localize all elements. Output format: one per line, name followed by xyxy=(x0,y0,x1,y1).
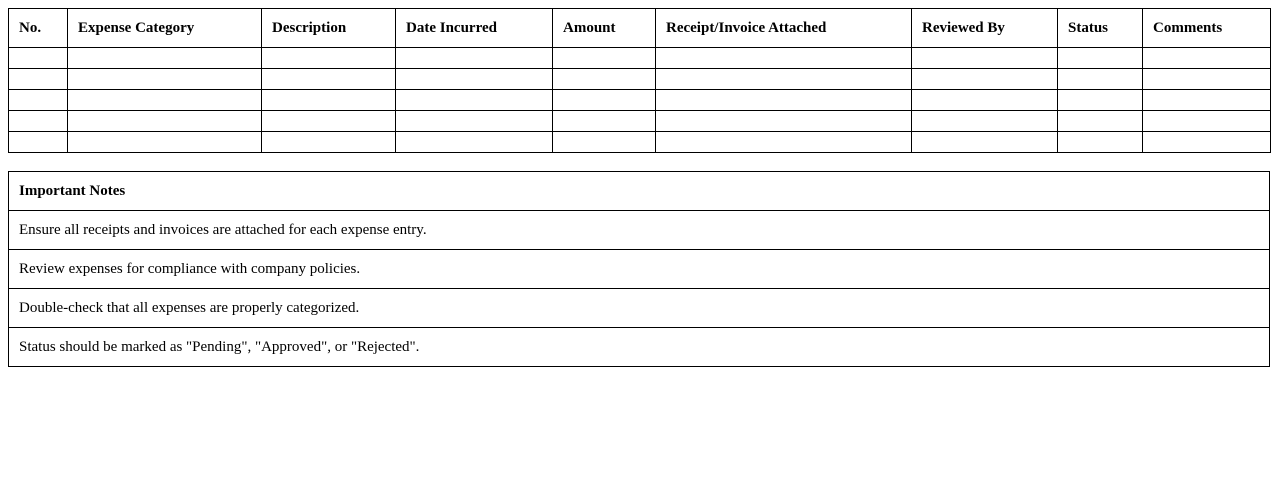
table-cell[interactable] xyxy=(68,69,262,90)
expense-table xyxy=(8,8,1271,153)
table-cell[interactable] xyxy=(396,90,553,111)
table-cell[interactable] xyxy=(553,48,656,69)
header-comments: Comments xyxy=(1143,9,1271,48)
notes-table xyxy=(8,171,1270,367)
table-cell[interactable] xyxy=(262,90,396,111)
table-cell[interactable] xyxy=(68,132,262,153)
header-receipt-invoice-attached: Receipt/Invoice Attached xyxy=(656,9,912,48)
table-row xyxy=(9,48,1271,69)
list-item xyxy=(9,250,1270,289)
table-cell[interactable] xyxy=(1143,111,1271,132)
table-cell[interactable] xyxy=(553,132,656,153)
table-cell[interactable] xyxy=(912,111,1058,132)
table-cell[interactable] xyxy=(912,48,1058,69)
table-cell[interactable] xyxy=(656,132,912,153)
notes-title: Important Notes xyxy=(9,172,1270,211)
table-cell[interactable] xyxy=(9,111,68,132)
table-cell[interactable] xyxy=(1058,69,1143,90)
table-cell[interactable] xyxy=(396,132,553,153)
note-text: Ensure all receipts and invoices are attached for each expense entry. xyxy=(9,211,1270,250)
table-row xyxy=(9,90,1271,111)
table-cell[interactable] xyxy=(553,90,656,111)
table-cell[interactable] xyxy=(262,48,396,69)
table-cell[interactable] xyxy=(1058,48,1143,69)
note-text: Review expenses for compliance with company policies. xyxy=(9,250,1270,289)
table-cell[interactable] xyxy=(396,111,553,132)
table-cell[interactable] xyxy=(68,90,262,111)
note-text: Status should be marked as "Pending", "Approved", or "Rejected". xyxy=(9,328,1270,367)
table-cell[interactable] xyxy=(262,111,396,132)
table-cell[interactable] xyxy=(553,69,656,90)
notes-header-row xyxy=(9,172,1270,211)
table-cell[interactable] xyxy=(1058,132,1143,153)
table-cell[interactable] xyxy=(912,69,1058,90)
header-status: Status xyxy=(1058,9,1143,48)
table-cell[interactable] xyxy=(9,48,68,69)
table-cell[interactable] xyxy=(9,90,68,111)
table-cell[interactable] xyxy=(656,48,912,69)
table-cell[interactable] xyxy=(396,69,553,90)
table-cell[interactable] xyxy=(1058,90,1143,111)
table-cell[interactable] xyxy=(1143,90,1271,111)
table-cell[interactable] xyxy=(656,111,912,132)
table-cell[interactable] xyxy=(1058,111,1143,132)
header-expense-category: Expense Category xyxy=(68,9,262,48)
table-cell[interactable] xyxy=(1143,69,1271,90)
table-cell[interactable] xyxy=(262,69,396,90)
table-cell[interactable] xyxy=(262,132,396,153)
list-item xyxy=(9,211,1270,250)
list-item xyxy=(9,289,1270,328)
table-cell[interactable] xyxy=(1143,48,1271,69)
table-cell[interactable] xyxy=(553,111,656,132)
table-row xyxy=(9,69,1271,90)
header-amount: Amount xyxy=(553,9,656,48)
table-cell[interactable] xyxy=(912,90,1058,111)
expense-header-row xyxy=(9,9,1271,48)
header-no: No. xyxy=(9,9,68,48)
table-cell[interactable] xyxy=(656,69,912,90)
note-text: Double-check that all expenses are properly categorized. xyxy=(9,289,1270,328)
table-cell[interactable] xyxy=(656,90,912,111)
table-cell[interactable] xyxy=(68,111,262,132)
header-reviewed-by: Reviewed By xyxy=(912,9,1058,48)
table-cell[interactable] xyxy=(9,69,68,90)
table-cell[interactable] xyxy=(68,48,262,69)
table-cell[interactable] xyxy=(9,132,68,153)
table-cell[interactable] xyxy=(912,132,1058,153)
header-date-incurred: Date Incurred xyxy=(396,9,553,48)
header-description: Description xyxy=(262,9,396,48)
table-row xyxy=(9,111,1271,132)
table-cell[interactable] xyxy=(1143,132,1271,153)
list-item xyxy=(9,328,1270,367)
table-cell[interactable] xyxy=(396,48,553,69)
table-row xyxy=(9,132,1271,153)
